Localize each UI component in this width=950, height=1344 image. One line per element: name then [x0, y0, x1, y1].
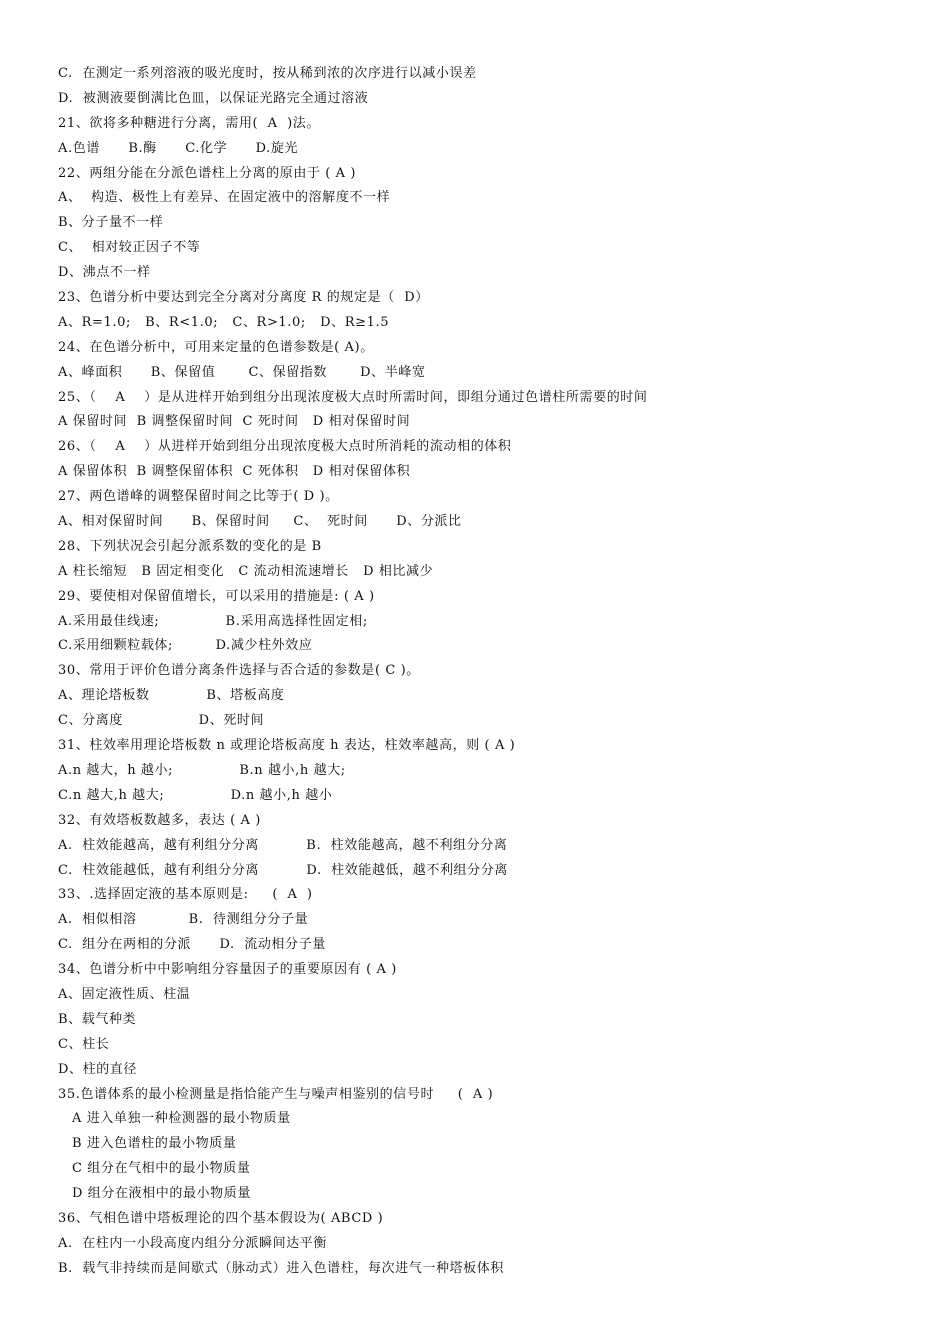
text-line: B. 载气非持续而是间歇式（脉动式）进入色谱柱，每次进气一种塔板体积 — [58, 1260, 504, 1276]
text-line: D 组分在液相中的最小物质量 — [72, 1186, 251, 1202]
question-line: 33、.选择固定液的基本原则是: ( A ) — [58, 887, 313, 903]
text-line: A、 构造、极性上有差异、在固定液中的溶解度不一样 — [58, 190, 391, 206]
text-line: A. 在柱内一小段高度内组分分派瞬间达平衡 — [58, 1235, 327, 1251]
text-line: A 进入单独一种检测器的最小物质量 — [72, 1111, 291, 1127]
question-line: 21、欲将多种糖进行分离，需用( A )法。 — [58, 115, 321, 131]
question-line: 27、两色谱峰的调整保留时间之比等于( D )。 — [58, 489, 339, 505]
question-line: 31、柱效率用理论塔板数 n 或理论塔板高度 h 表达，柱效率越高，则 ( A ) — [58, 738, 516, 754]
text-line: A.色谱 B.酶 C.化学 D.旋光 — [58, 140, 299, 156]
text-line: A.采用最佳线速; B.采用高选择性固定相; — [58, 613, 368, 629]
document-page — [58, 62, 918, 1282]
question-line: 32、有效塔板数越多，表达 ( A ) — [58, 812, 261, 828]
question-line: 25、（ A ）是从进样开始到组分出现浓度极大点时所需时间，即组分通过色谱柱所需要的时间 — [58, 389, 648, 405]
question-line: 22、两组分能在分派色谱柱上分离的原由于 ( A ) — [58, 165, 357, 181]
text-line: A.n 越大，h 越小; B.n 越小,h 越大; — [58, 762, 346, 778]
question-line: 26、（ A ）从进样开始到组分出现浓度极大点时所消耗的流动相的体积 — [58, 439, 512, 455]
text-line: C、分离度 D、死时间 — [58, 713, 265, 729]
question-line: 36、气相色谱中塔板理论的四个基本假设为( ABCD ) — [58, 1210, 384, 1226]
text-line: A. 相似相溶 B. 待测组分分子量 — [58, 912, 309, 928]
question-line: 23、色谱分析中要达到完全分离对分离度 R 的规定是（ D） — [58, 290, 429, 306]
text-line: C. 在测定一系列溶液的吸光度时，按从稀到浓的次序进行以减小误差 — [58, 66, 477, 81]
text-line: C、 相对较正因子不等 — [58, 240, 201, 256]
text-line: A 保留体积 B 调整保留体积 C 死体积 D 相对保留体积 — [58, 464, 411, 480]
text-line: D、柱的直径 — [58, 1061, 138, 1077]
text-line: B、载气种类 — [58, 1011, 137, 1027]
text-line: B 进入色谱柱的最小物质量 — [72, 1136, 237, 1152]
text-line: C.n 越大,h 越大; D.n 越小,h 越小 — [58, 787, 333, 803]
text-line: C.采用细颗粒载体; D.减少柱外效应 — [58, 638, 313, 654]
text-line: A、固定液性质、柱温 — [58, 986, 191, 1002]
text-line: C. 组分在两相的分派 D. 流动相分子量 — [58, 937, 326, 953]
text-line: C. 柱效能越低，越有利组分分离 D. 柱效能越低，越不利组分分离 — [58, 862, 508, 878]
text-line: D、沸点不一样 — [58, 265, 151, 281]
question-line: 29、要使相对保留值增长，可以采用的措施是: ( A ) — [58, 588, 375, 604]
text-line: C、柱长 — [58, 1036, 110, 1052]
text-line: A. 柱效能越高，越有利组分分离 B. 柱效能越高，越不利组分分离 — [58, 837, 508, 853]
text-line: A 保留时间 B 调整保留时间 C 死时间 D 相对保留时间 — [58, 414, 411, 430]
text-line: B、分子量不一样 — [58, 215, 164, 231]
text-line: A、R=1.0; B、R<1.0; C、R>1.0; D、R≥1.5 — [58, 314, 390, 330]
text-line: A、相对保留时间 B、保留时间 C、 死时间 D、分派比 — [58, 514, 462, 530]
question-line: 28、下列状况会引起分派系数的变化的是 B — [58, 538, 322, 554]
text-line: D. 被测液要倒满比色皿，以保证光路完全通过溶液 — [58, 90, 369, 106]
text-line: C 组分在气相中的最小物质量 — [72, 1161, 251, 1177]
question-line: 35.色谱体系的最小检测量是指恰能产生与噪声相鉴别的信号时 ( A ) — [58, 1086, 494, 1102]
question-line: 24、在色谱分析中，可用来定量的色谱参数是( A)。 — [58, 339, 374, 355]
question-line: 30、常用于评价色谱分离条件选择与否合适的参数是( C )。 — [58, 663, 420, 679]
question-line: 34、色谱分析中中影响组分容量因子的重要原因有 ( A ) — [58, 962, 397, 978]
text-line: A 柱长缩短 B 固定相变化 C 流动相流速增长 D 相比减少 — [58, 563, 434, 579]
text-line: A、理论塔板数 B、塔板高度 — [58, 688, 285, 704]
text-line: A、峰面积 B、保留值 C、保留指数 D、半峰宽 — [58, 364, 426, 380]
